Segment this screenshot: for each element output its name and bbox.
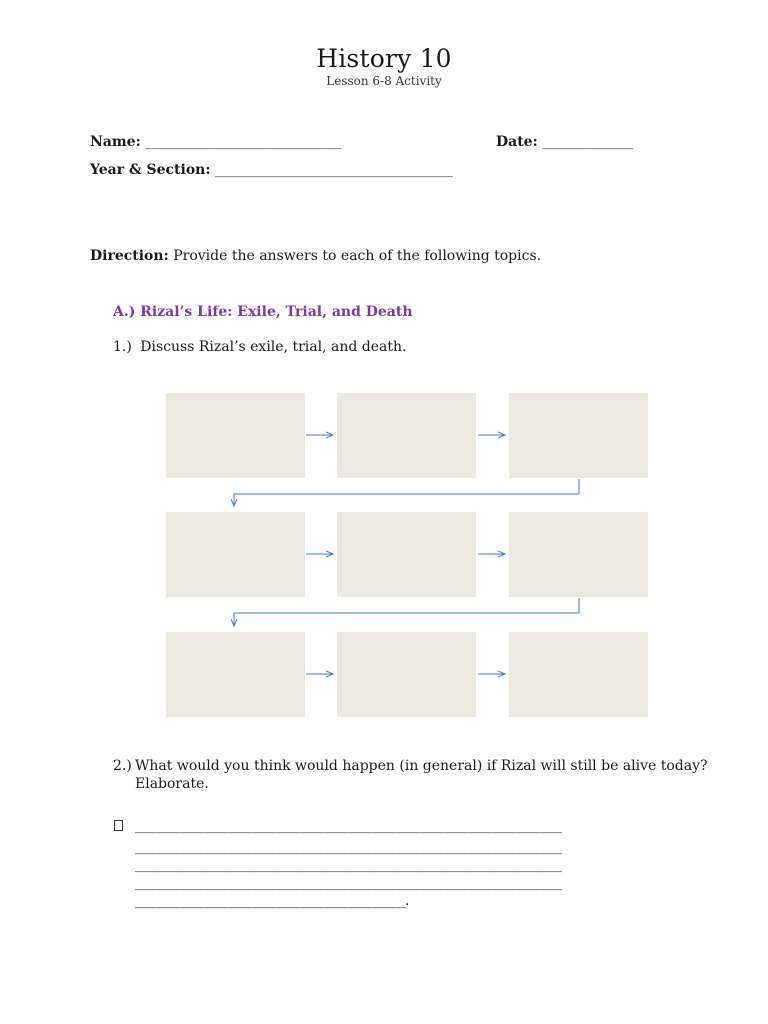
question-2-number: 2.) xyxy=(113,758,132,774)
direction-text: Provide the answers to each of the following topics. xyxy=(173,248,542,264)
question-1-number: 1.) xyxy=(113,339,132,355)
document-subtitle: Lesson 6-8 Activity xyxy=(326,74,442,88)
flow-connector xyxy=(234,598,579,626)
flow-connector xyxy=(234,479,579,506)
answer-line[interactable]: _______________________________________________________________________ xyxy=(135,875,561,891)
year-section-label: Year & Section: xyxy=(90,162,211,178)
answer-line[interactable]: _______________________________________________________________________ xyxy=(135,839,561,855)
question-2-text-line-1: What would you think would happen (in general) if Rizal will still be alive today? xyxy=(135,758,708,774)
section-heading: A.) Rizal’s Life: Exile, Trial, and Death xyxy=(113,304,413,320)
question-2 xyxy=(113,758,132,774)
answer-line[interactable]: _______________________________________________________________________ xyxy=(135,818,561,834)
answer-line[interactable]: _____________________________________________. xyxy=(135,893,409,909)
date-label: Date: xyxy=(496,134,538,150)
bullet-square-icon xyxy=(114,820,123,831)
question-1-text: Discuss Rizal’s exile, trial, and death. xyxy=(140,339,407,355)
document-title: History 10 xyxy=(316,44,452,73)
name-blank: ____________________________ xyxy=(145,134,342,150)
name-label: Name: xyxy=(90,134,141,150)
date-blank: _____________ xyxy=(542,134,634,150)
direction-label: Direction: xyxy=(90,248,169,264)
year-section-blank: __________________________________ xyxy=(214,162,453,178)
answer-line[interactable]: _______________________________________________________________________ xyxy=(135,857,561,873)
question-2-text-line-2: Elaborate. xyxy=(135,776,209,792)
